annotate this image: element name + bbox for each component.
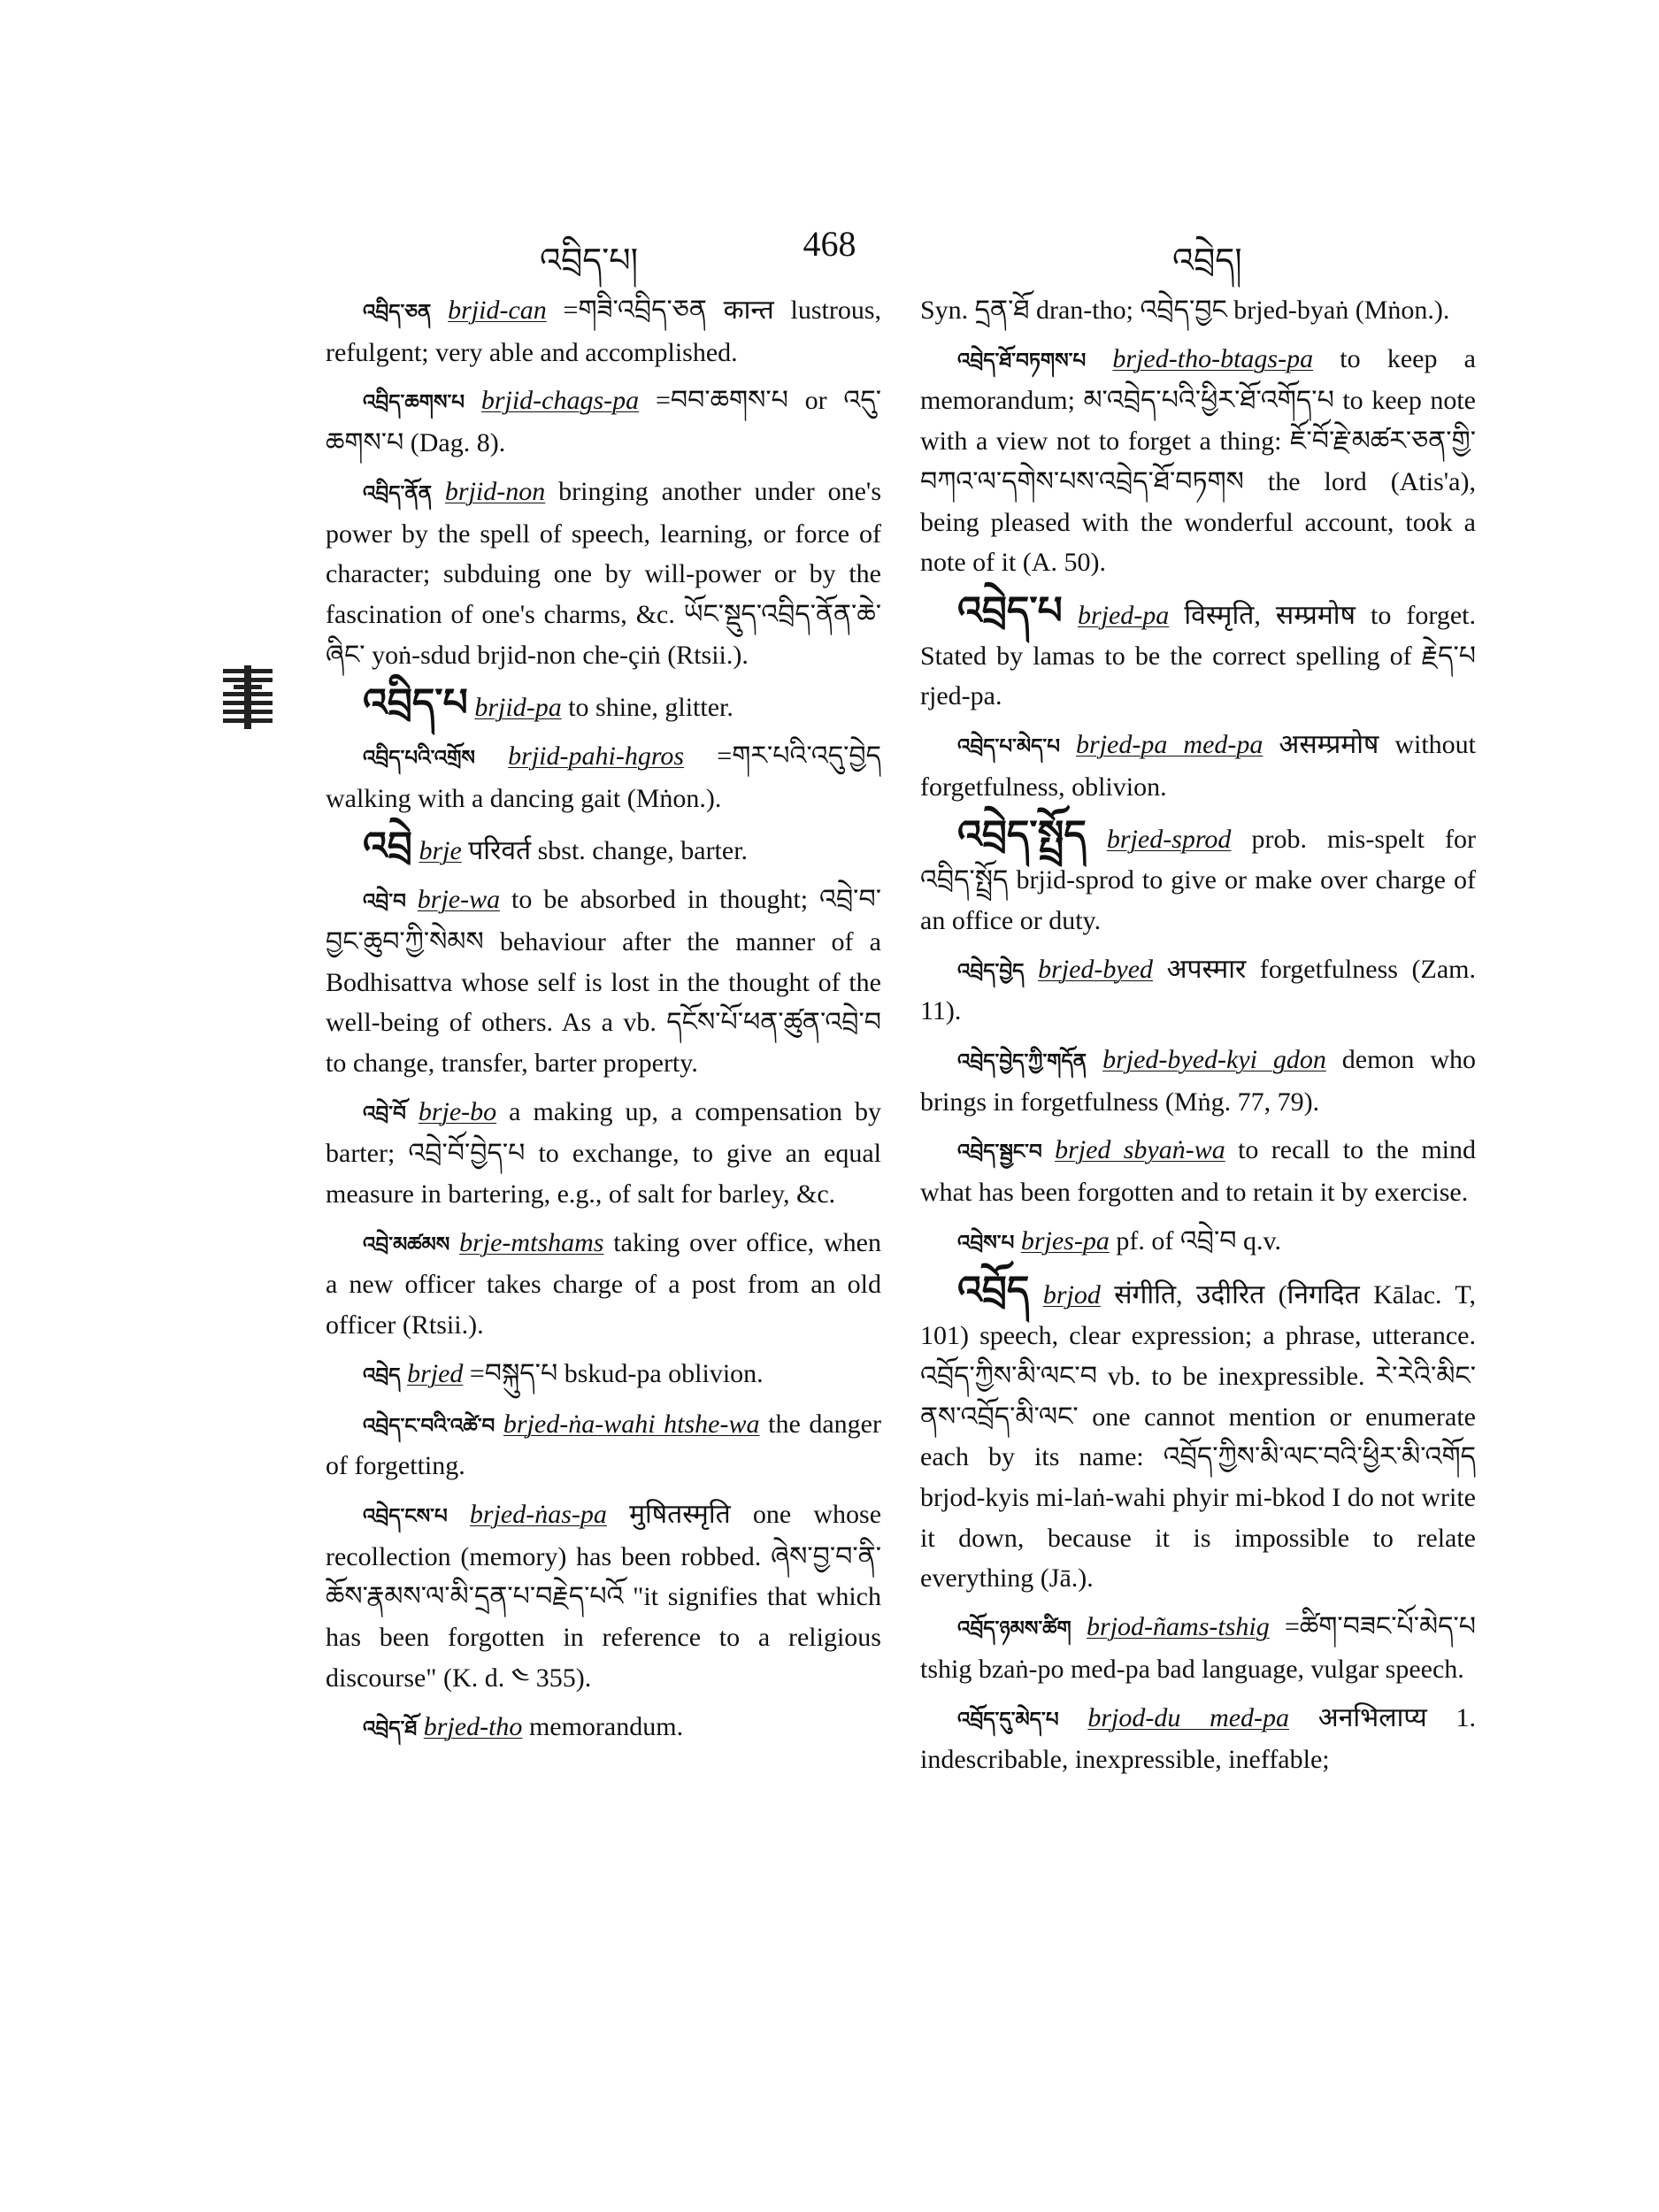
- entry-headword: འབྲེད་བྱེད: [957, 958, 1025, 983]
- entry-definition: =གཟི་འབྲིད་ཅན कान्त lustrous, refulgent; very able and accomplished.: [326, 296, 882, 367]
- dictionary-entry: [326, 380, 881, 463]
- dictionary-entry: [920, 290, 1476, 331]
- entry-transliteration: brje-wa: [417, 885, 501, 915]
- dictionary-entry: [326, 472, 881, 676]
- entry-headword: འབྲོད་ཉམས་ཚིག: [957, 1617, 1071, 1641]
- dictionary-entry: [920, 949, 1476, 1032]
- entry-transliteration: brjed: [407, 1358, 464, 1388]
- entry-transliteration: brje-mtshams: [459, 1227, 604, 1257]
- right-column: [920, 290, 1476, 1788]
- entry-headword: འབྲིད་པའི་འགྲོས: [363, 746, 475, 771]
- entry-definition: to shine, glitter.: [568, 693, 733, 723]
- entry-transliteration: brjed-pa: [1077, 600, 1170, 630]
- dictionary-entry: [326, 736, 881, 818]
- entry-headword: འབྲེད་སྦྱང་བ: [957, 1140, 1042, 1164]
- entry-definition: to keep a memorandum; མ་འབྲེད་པའི་ཕྱིར་ཐོ་འགོད་པ to keep note with a view not to forget a thing: ཇོ་བོ་རྗེ་མཚར་ཅན་གྱི་བཀའ་ལ་དགེས་པས་འབྲེད་ཐོ་བཏགས the lord (Atis'a), being pleased with the wonderful account, took a note of it (A. 50).: [920, 343, 1476, 578]
- entry-headword: འབྲིད་ནོན: [363, 480, 433, 505]
- dictionary-entry: [920, 339, 1476, 583]
- dictionary-entry: [920, 1130, 1476, 1212]
- entry-headword: འབྲེད་ཐོ་བཏགས་པ: [957, 348, 1087, 373]
- entry-transliteration: brjid-non: [444, 476, 546, 506]
- entry-transliteration: brjed-ṅa-wahi htshe-wa: [503, 1409, 760, 1439]
- entry-transliteration: brjod-du med-pa: [1087, 1702, 1290, 1732]
- dictionary-entry: [920, 812, 1477, 941]
- entry-transliteration: brjes-pa: [1020, 1225, 1110, 1256]
- entry-headword: འབྲེད: [363, 1363, 401, 1387]
- dictionary-entry: [326, 1354, 881, 1396]
- entry-transliteration: brjed-pa med-pa: [1076, 730, 1263, 760]
- entry-headword: འབྲེ་མཚམས: [363, 1232, 450, 1256]
- entry-transliteration: brjod: [1042, 1280, 1101, 1310]
- entry-transliteration: brjed-tho: [423, 1711, 523, 1741]
- entry-headword: འབྲིད་ཅན: [363, 300, 432, 324]
- entry-transliteration: brjid-pa: [474, 693, 562, 723]
- entry-headword: འབྲེད་སྤྲོད: [957, 812, 1087, 858]
- entry-definition: विस्मृति, सम्प्रमोष to forget. Stated by lamas to be the correct spelling of རྗེད་པ rjed-pa.: [920, 600, 1477, 711]
- entry-definition: memorandum.: [528, 1711, 684, 1741]
- dictionary-entry: [920, 1221, 1476, 1263]
- entry-definition: असम्प्रमोष without forgetfulness, oblivion.: [920, 730, 1477, 802]
- entry-definition: संगीति, उदीरित (निगदित Kālac. T, 101) speech, clear expression; a phrase, utterance. འབྲོད་ཀྱིས་མི་ལང་བ vb. to be inexpressible. རེ་རེའི་མིང་ནས་འབྲོད་མི་ལང་ one cannot mention or enumerate each by its name: འབྲོད་ཀྱིས་མི་ལང་བའི་ཕྱིར་མི་འགོད brjod-kyis mi-laṅ-wahi phyir mi-bkod I do not write it down, because it is impossible to relate everything (Jā.).: [920, 1280, 1477, 1594]
- dictionary-entry: [326, 1223, 881, 1346]
- entry-headword: འབྲེད་བྱེད་ཀྱི་གདོན: [957, 1048, 1087, 1073]
- entry-definition: to recall to the mind what has been forgotten and to retain it by exercise.: [920, 1135, 1477, 1208]
- entry-definition: मुषितस्मृति one whose recollection (memory) has been robbed. ཞེས་བྱ་བ་ནི་ཆོས་རྣམས་ལ་མི་དྲན་པ་བརྗེད་པའོ "it signifies that which has been forgotten in reference to a religious discourse" (K. d. ༤ 355).: [326, 1499, 882, 1693]
- entry-headword: འབྲེད་པ་མེད་པ: [957, 734, 1060, 759]
- dictionary-entry: [326, 1494, 881, 1699]
- entry-headword: འབྲེ་བ: [363, 889, 406, 914]
- entry-headword: འབྲེད་པ: [957, 588, 1063, 634]
- dictionary-entry: [326, 826, 881, 872]
- entry-definition: to be absorbed in thought; འབྲེ་བ་བྱང་ཆུབ་ཀྱི་སེམས behaviour after the manner of a Bodhisattva whose self is lost in the thought of the well-being of others. As a vb. དངོས་པོ་ཕན་ཚུན་འབྲེ་བ to change, transfer, barter property.: [326, 885, 882, 1078]
- entry-headword: འབྲེས་པ: [957, 1230, 1015, 1255]
- page-header: [0, 223, 1659, 280]
- dictionary-entry: [326, 680, 881, 728]
- dictionary-entry: [920, 1268, 1477, 1599]
- entry-definition: a making up, a compensation by barter; འབྲེ་བོ་བྱེད་པ to exchange, to give an equal measure in bartering, e.g., of salt for barley, &c.: [326, 1096, 881, 1210]
- dictionary-entry: [326, 290, 881, 373]
- entry-headword: འབྲེ་བོ: [363, 1101, 406, 1125]
- entry-transliteration: brjid-can: [448, 296, 547, 325]
- entry-definition: =བསྐུད་པ bskud-pa oblivion.: [469, 1358, 764, 1388]
- entry-definition: bringing another under one's power by the spell of speech, learning, or force of character; subduing one by will-power or by the fascination of one's charms, &c. ཡོང་སྡུད་འབྲིད་ནོན་ཆེ་ཞིང་ yoṅ-sdud brjid-non che-çiṅ (Rtsii.).: [326, 476, 882, 670]
- running-head-right: འབྲེད།: [1172, 241, 1242, 280]
- entry-headword: འབྲེ: [363, 824, 412, 870]
- dictionary-entry: [326, 1092, 881, 1215]
- entry-text: Syn. དྲན་ཐོ dran-tho; འབྲེད་བྱང brjed-byaṅ (Mṅon.).: [920, 296, 1450, 325]
- dictionary-entry: [326, 879, 881, 1084]
- dictionary-entry: [326, 1707, 881, 1749]
- entry-transliteration: brjod-ñams-tshig: [1087, 1612, 1270, 1642]
- margin-tibetan-letter-icon: [221, 665, 274, 729]
- entry-headword: འབྲེད་ང་བའི་འཚེ་བ: [363, 1413, 495, 1438]
- entry-transliteration: brjed-byed: [1038, 954, 1154, 984]
- entry-headword: འབྲིད་པ: [363, 680, 468, 726]
- entry-definition: अपस्मार forgetfulness (Zam. 11).: [920, 954, 1476, 1026]
- entry-definition: =གར་པའི་འདུ་བྱེད walking with a dancing gait (Mṅon.).: [326, 741, 882, 813]
- entry-definition: taking over office, when a new officer takes charge of a post from an old officer (Rtsii.).: [326, 1227, 881, 1340]
- entry-headword: འབྲོད: [957, 1268, 1030, 1314]
- dictionary-entry: [920, 725, 1476, 807]
- page-number: 468: [803, 224, 856, 264]
- entry-transliteration: brjed sbyaṅ-wa: [1055, 1135, 1225, 1165]
- entry-definition: =ཚིག་བཟང་པོ་མེད་པ tshig bzaṅ-po med-pa bad language, vulgar speech.: [920, 1612, 1477, 1684]
- entry-definition: =བབ་ཆགས་པ or འདུ་ཆགས་པ (Dag. 8).: [326, 386, 881, 458]
- entry-transliteration: brjid-pahi-hgros: [508, 741, 685, 772]
- entry-transliteration: brjed-tho-btags-pa: [1112, 343, 1314, 373]
- entry-transliteration: brje: [419, 836, 462, 866]
- entry-transliteration: brjed-byed-kyi gdon: [1102, 1044, 1326, 1074]
- left-column: [326, 290, 881, 1756]
- entry-transliteration: brjed-ṅas-pa: [469, 1499, 607, 1529]
- dictionary-entry: [920, 1607, 1476, 1689]
- running-head-left: འབྲིད་པ།: [540, 241, 639, 280]
- entry-definition: the danger of forgetting.: [326, 1409, 881, 1481]
- entry-transliteration: brje-bo: [418, 1096, 497, 1126]
- entry-headword: འབྲེད་ཐོ: [363, 1716, 418, 1740]
- entry-headword: འབྲེད་ངས་པ: [363, 1503, 448, 1528]
- entry-definition: prob. mis-spelt for འབྲིད་སྤྲོད brjid-sprod to give or make over charge of an office or duty.: [920, 825, 1477, 935]
- dictionary-entry: [920, 588, 1477, 717]
- dictionary-entry: [920, 1040, 1476, 1122]
- entry-definition: अनभिलाप्य 1. indescribable, inexpressible, ineffable;: [920, 1702, 1477, 1775]
- entry-definition: परिवर्त sbst. change, barter.: [468, 836, 749, 866]
- entry-definition: pf. of འབྲེ་བ q.v.: [1116, 1225, 1282, 1256]
- dictionary-entry: [326, 1404, 881, 1486]
- entry-headword: འབྲིད་ཆགས་པ: [363, 390, 465, 415]
- dictionary-entry: [920, 1698, 1476, 1780]
- entry-transliteration: brjid-chags-pa: [480, 386, 640, 416]
- entry-headword: འབྲོད་དུ་མེད་པ: [957, 1707, 1059, 1732]
- entry-transliteration: brjed-sprod: [1106, 825, 1232, 855]
- entry-definition: demon who brings in forgetfulness (Mṅg. 77, 79).: [920, 1044, 1476, 1117]
